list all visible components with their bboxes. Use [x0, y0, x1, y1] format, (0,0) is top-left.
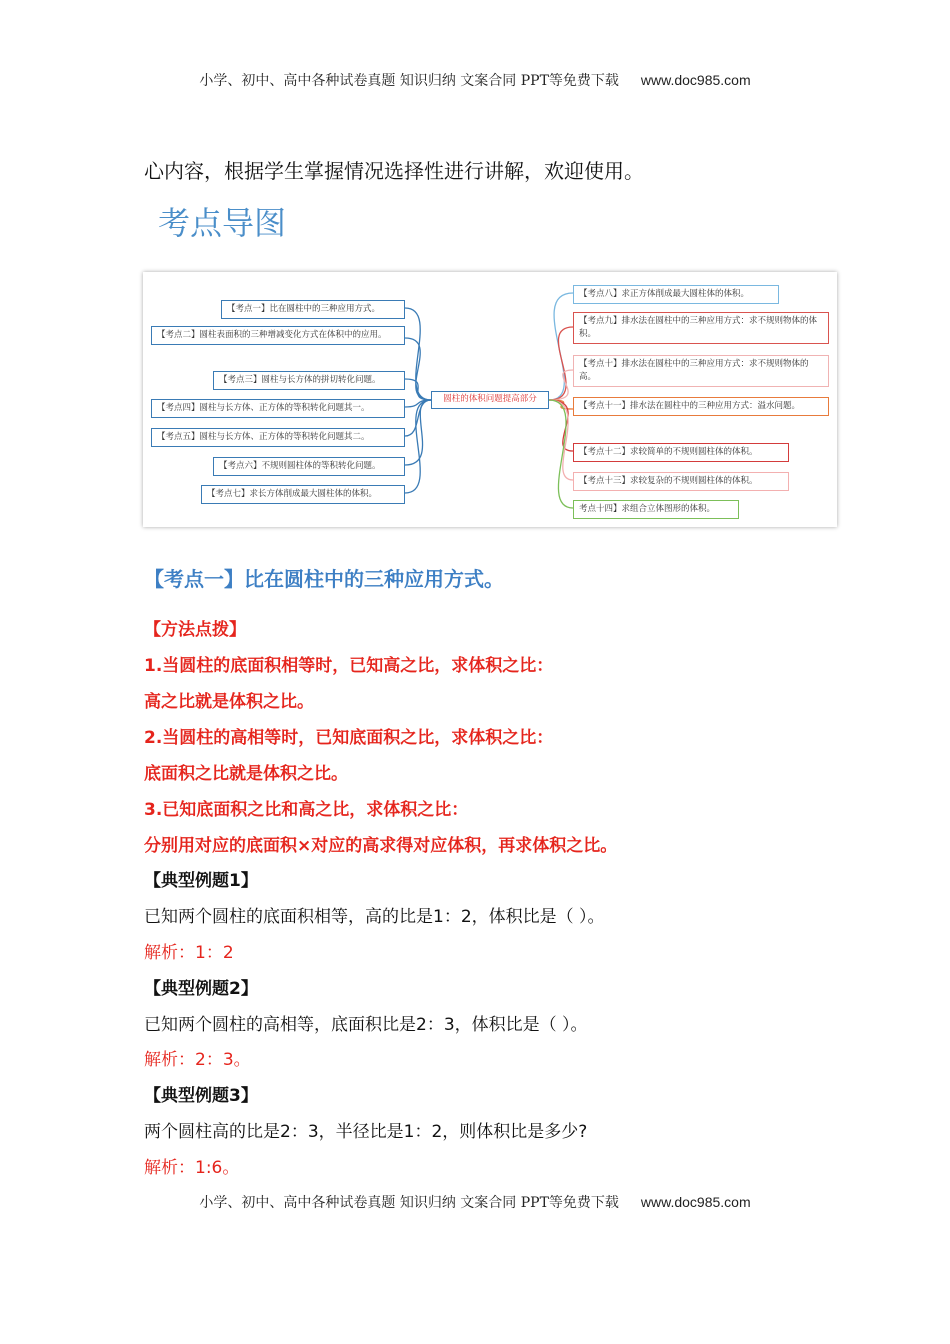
page-header	[0, 70, 950, 90]
method-line-6: 分别用对应的底面积×对应的高求得对应体积，再求体积之比。	[144, 836, 618, 856]
header-site[interactable]: www.doc985.com	[640, 72, 751, 88]
mindmap-center-node: 圆柱的体积问题提高部分	[431, 391, 549, 409]
example-2-question: 已知两个圆柱的高相等，底面积比是2：3，体积比是（ ）。	[144, 1015, 588, 1035]
example-1-answer: 解析：1：2	[144, 943, 234, 963]
method-heading: 【方法点拨】	[144, 620, 246, 640]
method-line-2: 高之比就是体积之比。	[144, 692, 314, 712]
mindmap-node-left-5: 【考点五】圆柱与长方体、正方体的等积转化问题其二。	[151, 428, 405, 447]
method-line-5: 3.已知底面积之比和高之比，求体积之比：	[144, 800, 469, 820]
example-1-question: 已知两个圆柱的底面积相等，高的比是1：2，体积比是（ ）。	[144, 907, 605, 927]
mindmap-node-left-2: 【考点二】圆柱表面积的三种增减变化方式在体积中的应用。	[151, 326, 405, 345]
mindmap-node-right-8: 【考点八】求正方体削成最大圆柱体的体积。	[573, 285, 779, 304]
example-1-label: 【典型例题1】	[144, 871, 258, 891]
mindmap-node-right-10: 【考点十】排水法在圆柱中的三种应用方式：求不规则物体的高。	[573, 355, 829, 387]
footer-site[interactable]: www.doc985.com	[640, 1194, 751, 1210]
mindmap-node-right-11: 【考点十一】排水法在圆柱中的三种应用方式：溢水问题。	[573, 397, 829, 416]
example-2-answer: 解析：2：3。	[144, 1050, 251, 1070]
mindmap-title: 考点导图	[158, 204, 287, 242]
mindmap-node-left-1: 【考点一】比在圆柱中的三种应用方式。	[221, 300, 405, 319]
header-text: 小学、初中、高中各种试卷真题 知识归纳 文案合同 PPT等免费下载	[199, 73, 619, 89]
mindmap-node-right-9: 【考点九】排水法在圆柱中的三种应用方式：求不规则物体的体积。	[573, 312, 829, 344]
mindmap-node-right-14: 考点十四】求组合立体图形的体积。	[573, 500, 739, 519]
page-footer	[0, 1192, 950, 1212]
mindmap-node-left-7: 【考点七】求长方体削成最大圆柱体的体积。	[201, 485, 405, 504]
example-3-label: 【典型例题3】	[144, 1086, 258, 1106]
method-line-3: 2.当圆柱的高相等时，已知底面积之比，求体积之比：	[144, 728, 554, 748]
footer-text: 小学、初中、高中各种试卷真题 知识归纳 文案合同 PPT等免费下载	[199, 1195, 619, 1211]
example-3-question: 两个圆柱高的比是2：3，半径比是1：2，则体积比是多少?	[144, 1122, 588, 1142]
example-3-answer: 解析：1:6。	[144, 1158, 240, 1178]
intro-text: 心内容，根据学生掌握情况选择性进行讲解，欢迎使用。	[144, 159, 644, 183]
example-2-label: 【典型例题2】	[144, 979, 258, 999]
mindmap-node-left-6: 【考点六】不规则圆柱体的等积转化问题。	[213, 457, 405, 476]
mind-map	[143, 272, 837, 527]
method-line-4: 底面积之比就是体积之比。	[144, 764, 348, 784]
mindmap-node-left-3: 【考点三】圆柱与长方体的拼切转化问题。	[213, 371, 405, 390]
mindmap-node-left-4: 【考点四】圆柱与长方体、正方体的等积转化问题其一。	[151, 399, 405, 418]
mindmap-node-right-13: 【考点十三】求较复杂的不规则圆柱体的体积。	[573, 472, 789, 491]
mindmap-node-right-12: 【考点十二】求较简单的不规则圆柱体的体积。	[573, 443, 789, 462]
section-title: 【考点一】比在圆柱中的三种应用方式。	[144, 567, 504, 591]
method-line-1: 1.当圆柱的底面积相等时，已知高之比，求体积之比：	[144, 656, 554, 676]
